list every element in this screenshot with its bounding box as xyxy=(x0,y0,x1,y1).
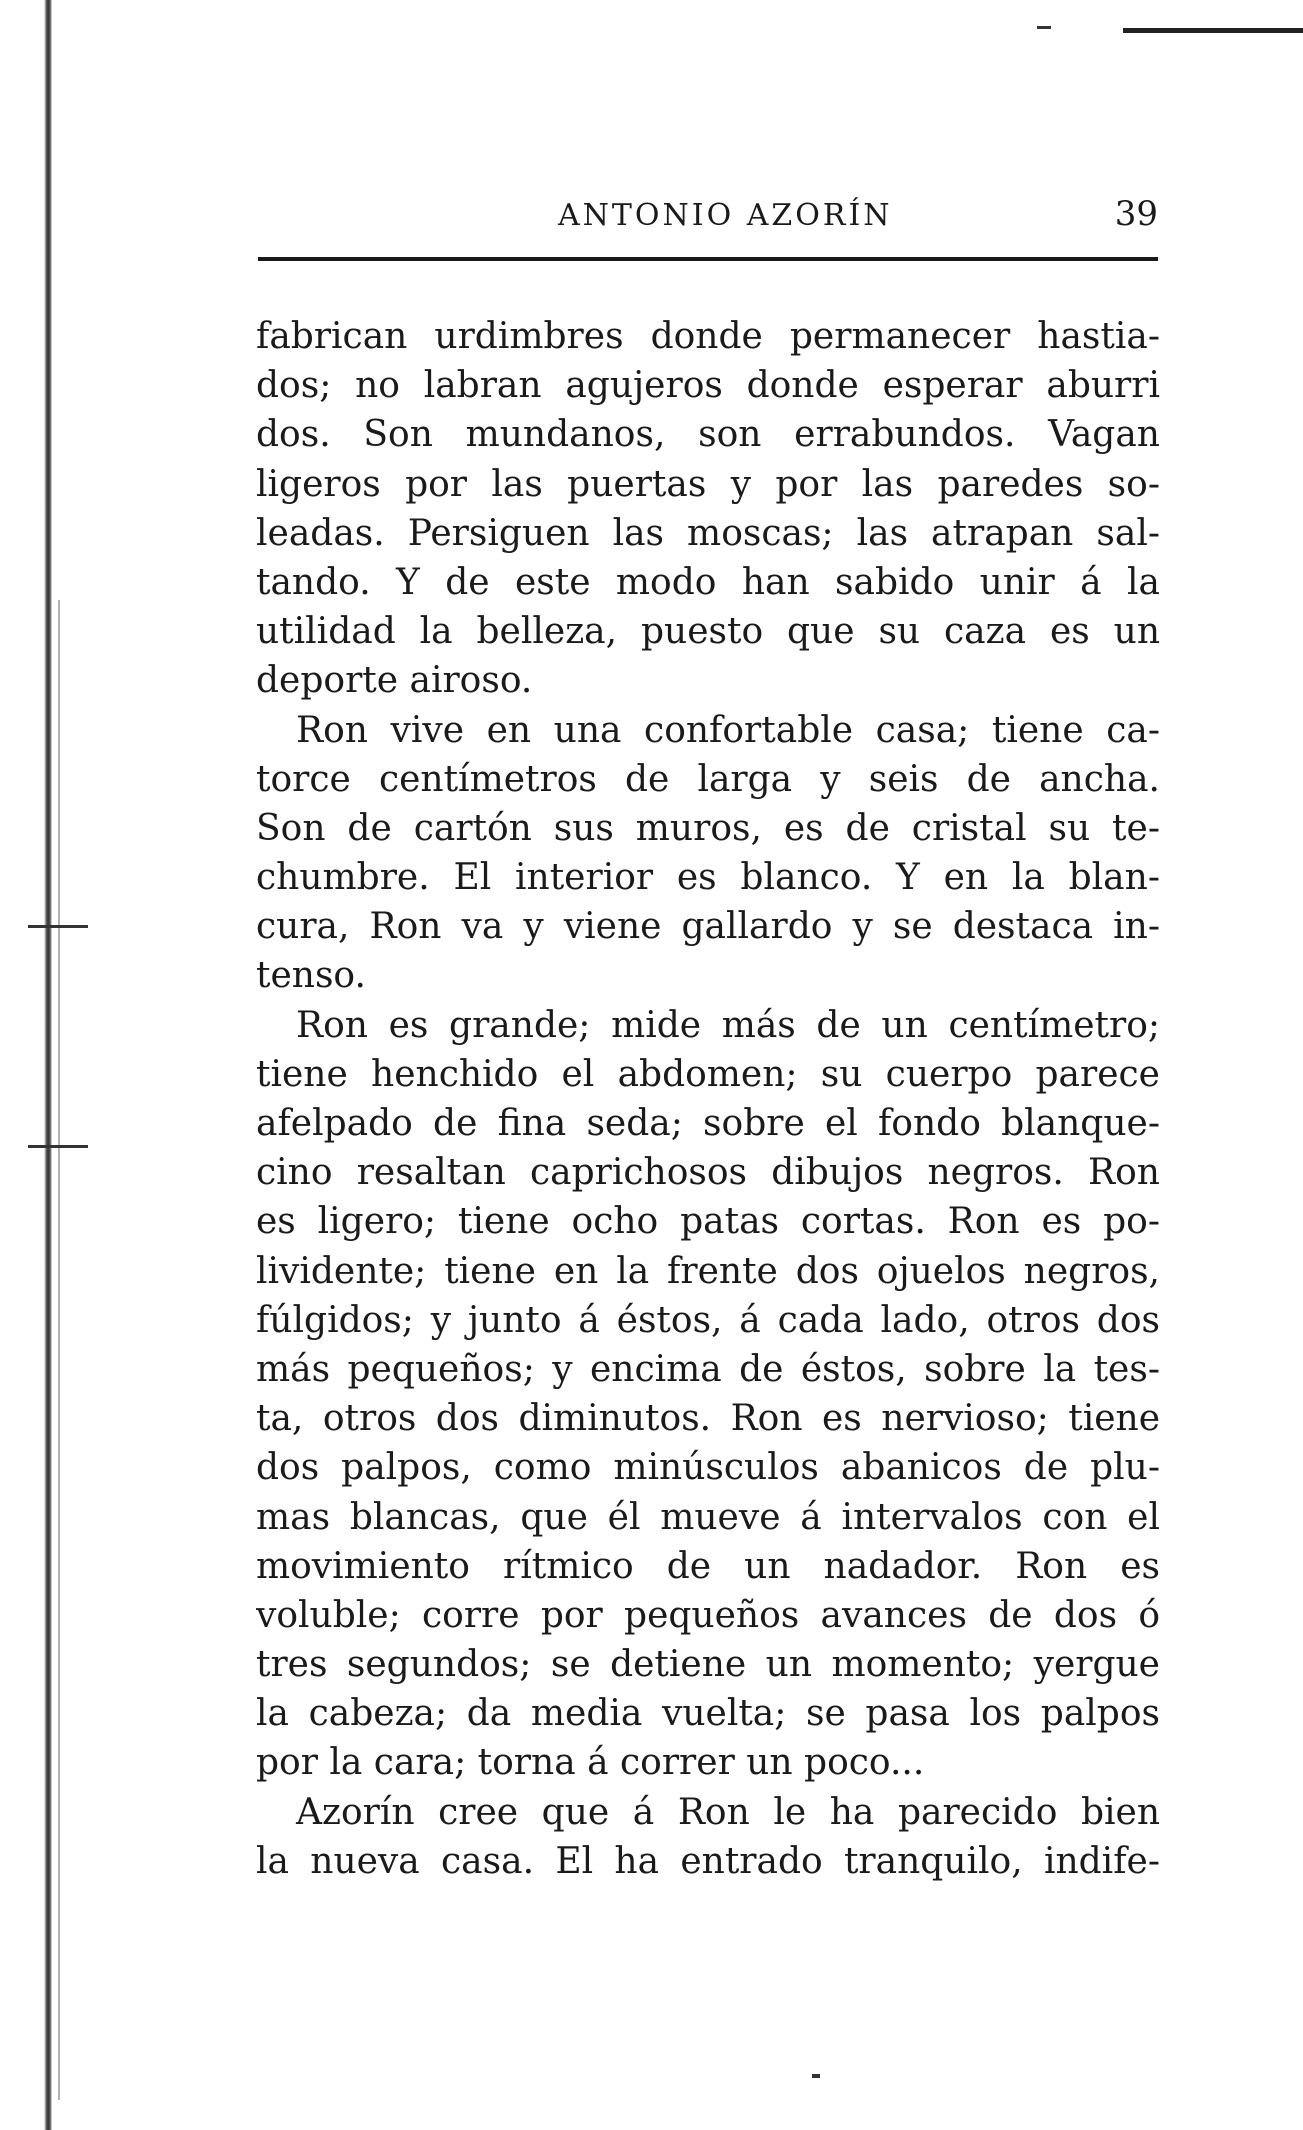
text-line: torce centímetros de larga y seis de ancha. xyxy=(256,758,1160,800)
text-line: ligeros por las puertas y por las paredes so- xyxy=(256,463,1160,505)
margin-tick-mark xyxy=(28,925,88,928)
header-rule xyxy=(258,257,1158,261)
binding-edge xyxy=(44,0,52,2130)
corner-rule xyxy=(1123,28,1303,33)
text-line: dos palpos, como minúsculos abanicos de plu- xyxy=(256,1447,1160,1489)
text-line: leadas. Persiguen las moscas; las atrapan sal- xyxy=(256,512,1160,554)
binding-shadow xyxy=(58,600,60,2100)
text-line: afelpado de fina seda; sobre el fondo blanque- xyxy=(256,1103,1160,1144)
text-line: ta, otros dos diminutos. Ron es nervioso; tiene xyxy=(256,1398,1160,1440)
paragraph-start: Ron es grande; mide más de un centímetro; xyxy=(296,1004,1160,1046)
text-line: movimiento rítmico de un nadador. Ron es xyxy=(256,1545,1160,1587)
text-line: es ligero; tiene ocho patas cortas. Ron es po- xyxy=(256,1201,1160,1243)
text-line: dos; no labran agujeros donde esperar aburri xyxy=(256,365,1160,407)
text-line: mas blancas, que él mueve á intervalos con el xyxy=(256,1496,1160,1538)
text-line: fúlgidos; y junto á éstos, á cada lado, otros dos xyxy=(256,1299,1160,1341)
page-number: 39 xyxy=(1114,194,1158,234)
paragraph-start: Ron vive en una confortable casa; tiene ca- xyxy=(296,709,1160,751)
text-line: chumbre. El interior es blanco. Y en la blan- xyxy=(256,857,1160,899)
text-line: cura, Ron va y viene gallardo y se destaca in- xyxy=(256,906,1160,948)
text-line: fabrican urdimbres donde permanecer hastia- xyxy=(256,316,1160,357)
text-line: utilidad la belleza, puesto que su caza es un xyxy=(256,611,1160,653)
text-line: tando. Y de este modo han sabido unir á la xyxy=(256,561,1160,603)
margin-tick-mark xyxy=(28,1145,88,1148)
text-line: tres segundos; se detiene un momento; yergue xyxy=(256,1644,1160,1686)
print-speck xyxy=(812,2074,820,2078)
text-line: más pequeños; y encima de éstos, sobre la tes- xyxy=(256,1348,1160,1390)
corner-dash xyxy=(1037,26,1051,29)
text-line: dos. Son mundanos, son errabundos. Vagan xyxy=(256,414,1160,456)
running-title: ANTONIO AZORÍN xyxy=(558,198,893,233)
text-line: cino resaltan caprichosos dibujos negros. Ron xyxy=(256,1152,1160,1194)
text-line: tenso. xyxy=(256,955,366,997)
text-line: la cabeza; da media vuelta; se pasa los palpos xyxy=(256,1693,1160,1735)
paragraph-start: Azorín cree que á Ron le ha parecido bien xyxy=(296,1791,1160,1833)
text-line: Son de cartón sus muros, es de cristal su te- xyxy=(256,807,1160,849)
text-line: la nueva casa. El ha entrado tranquilo, indife- xyxy=(256,1840,1160,1882)
text-line: por la cara; torna á correr un poco... xyxy=(256,1742,925,1784)
text-line: lividente; tiene en la frente dos ojuelos negros, xyxy=(256,1250,1160,1292)
body-text xyxy=(256,312,1160,1886)
text-line: voluble; corre por pequeños avances de dos ó xyxy=(256,1594,1160,1636)
text-line: deporte airoso. xyxy=(256,660,533,702)
page-header xyxy=(258,194,1158,248)
text-line: tiene henchido el abdomen; su cuerpo parece xyxy=(256,1053,1160,1095)
